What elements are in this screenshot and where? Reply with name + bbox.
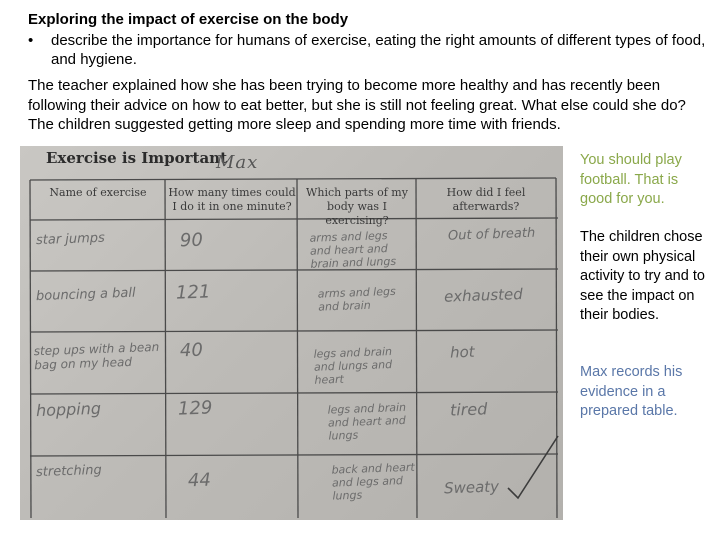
row-4-exercise: hopping bbox=[35, 398, 102, 421]
page-heading: Exploring the impact of exercise on the body bbox=[28, 11, 349, 28]
column-header-feeling: How did I feel afterwards? bbox=[446, 186, 526, 213]
row-3-count: 40 bbox=[179, 339, 204, 362]
row-3-feeling: hot bbox=[449, 342, 475, 362]
row-2-feeling: exhausted bbox=[443, 285, 524, 306]
row-1-feeling: Out of breath bbox=[447, 225, 536, 244]
row-4-count: 129 bbox=[177, 397, 213, 420]
row-2-count: 121 bbox=[175, 281, 211, 304]
row-2-body-parts: arms and legs and brain bbox=[317, 284, 396, 314]
recording-note: Max records his evidence in a prepared table. bbox=[580, 364, 683, 419]
row-1-count: 90 bbox=[179, 229, 204, 252]
row-1-exercise: star jumps bbox=[35, 230, 106, 249]
row-1-body-parts: arms and legs and heart and brain and lungs bbox=[309, 229, 397, 271]
row-2-exercise: bouncing a ball bbox=[35, 285, 136, 305]
column-header-exercise: Name of exercise bbox=[49, 186, 147, 199]
activity-explanation: The children chose their own physical activity to try and to see the impact on their bodies. bbox=[580, 229, 705, 323]
row-4-feeling: tired bbox=[449, 399, 488, 420]
intro-paragraph: The teacher explained how she has been trying to become more healthy and has recently been following their advice on how to eat better, but she is still not feeling great. What else could she do? The children suggested getting more sleep and spending more time with friends. bbox=[28, 77, 686, 133]
column-header-body-parts: Which parts of my body was I exercising? bbox=[306, 186, 408, 227]
column-header-count: How many times could I do it in one minute? bbox=[168, 186, 296, 213]
worksheet-title: Exercise is Important bbox=[46, 149, 227, 167]
row-5-exercise: stretching bbox=[35, 462, 103, 481]
worksheet-photo bbox=[20, 146, 563, 520]
green-teacher-comment: You should play football. That is good for you. bbox=[580, 152, 682, 207]
row-5-body-parts: back and heart and legs and lungs bbox=[331, 460, 415, 503]
row-3-exercise: step ups with a bean bag on my head bbox=[33, 339, 160, 373]
row-5-count: 44 bbox=[187, 469, 212, 492]
row-4-body-parts: legs and brain and heart and lungs bbox=[327, 400, 407, 443]
row-3-body-parts: legs and brain and lungs and heart bbox=[313, 345, 393, 387]
row-5-feeling: Sweaty bbox=[443, 477, 500, 498]
bullet-text: describe the importance for humans of exercise, eating the right amounts of different types of food, and hygiene. bbox=[51, 32, 706, 68]
bullet-mark: • bbox=[28, 32, 34, 49]
worksheet-student-name: Max bbox=[216, 152, 259, 173]
